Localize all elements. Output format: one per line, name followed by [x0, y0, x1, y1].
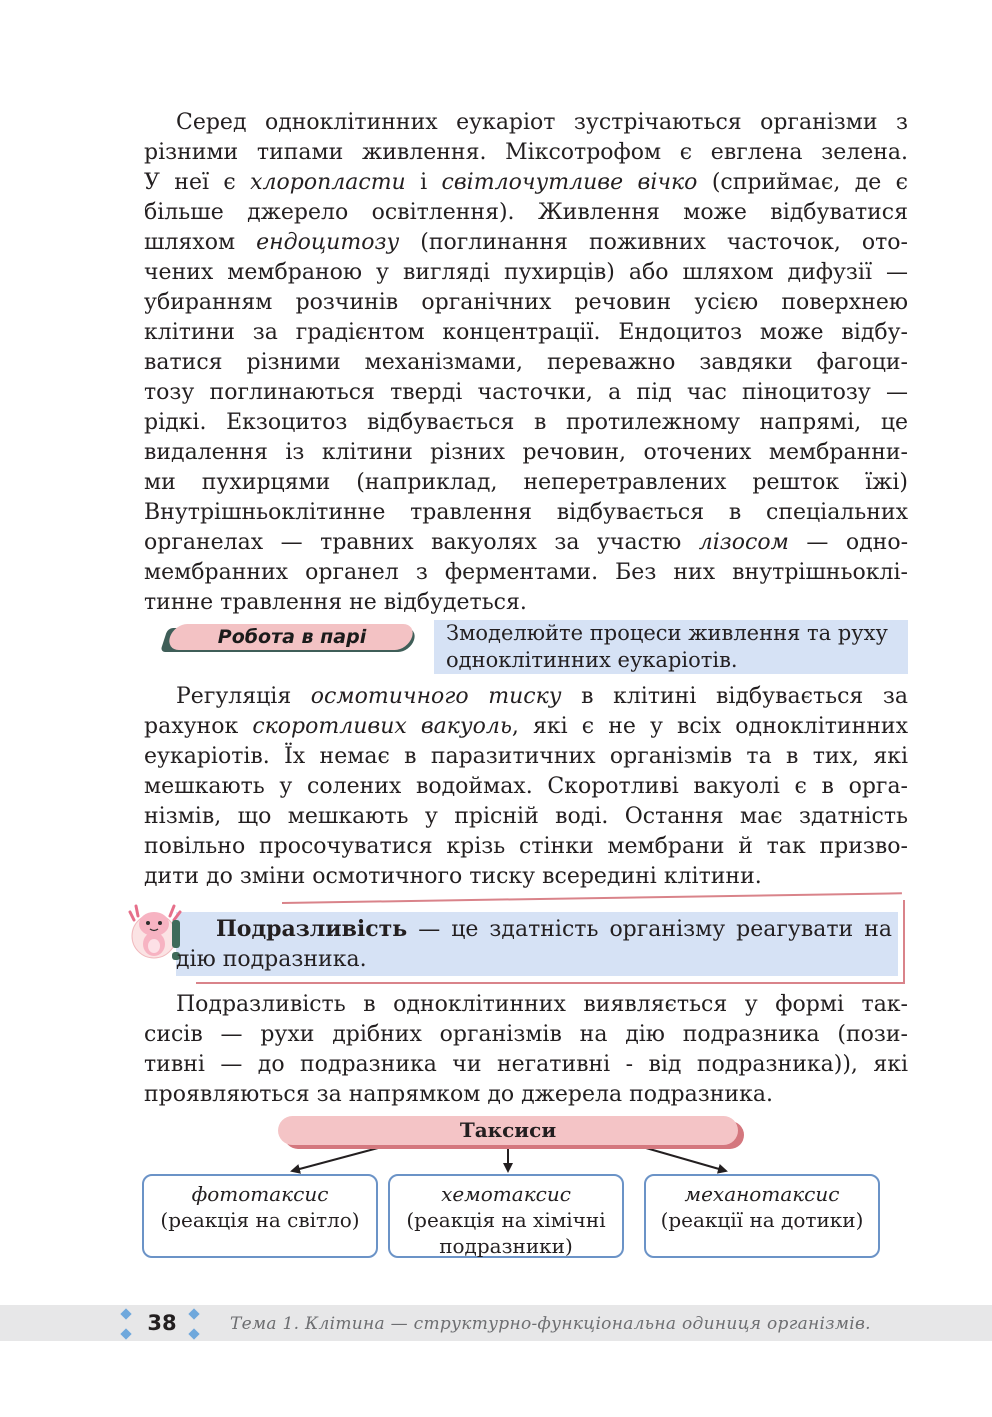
box-desc: (реакція на світло)	[160, 1208, 360, 1232]
text-line: тозу поглинаються тверді часточки, а під час піноцитозу —	[144, 380, 908, 405]
pair-work-label: Робота в парі	[217, 626, 367, 648]
italic-term: скоротливих вакуоль	[252, 714, 512, 739]
text-line: нізмів, що мешкають у прісній воді. Остання має здатність	[144, 804, 908, 829]
text-line: дити до зміни осмотичного тиску всередині клітини.	[144, 864, 762, 889]
paragraph-irritability	[144, 990, 908, 1110]
definition-rule-bottom	[196, 982, 904, 984]
text-line: проявляються за напрямком до джерела подразника.	[144, 1082, 773, 1107]
text-line: убиранням розчинів органічних речовин усією поверхнею	[144, 290, 908, 315]
italic-term: світлочутливе вічко	[441, 170, 698, 195]
text-line: Внутрішньоклітинне травлення відбувається в спеціальних	[144, 500, 908, 525]
italic-term: осмотичного тиску	[310, 684, 562, 709]
diagram-box-phototaxis	[142, 1174, 378, 1258]
text-line: різними типами живлення. Міксотрофом є евглена зелена.	[144, 140, 908, 165]
diagram-box-mechanotaxis	[644, 1174, 880, 1258]
box-term: хемотаксис	[441, 1182, 571, 1206]
text-line: Подразливість в одноклітинних виявляється у формі так-	[176, 992, 908, 1017]
paragraph-nutrition	[144, 108, 908, 618]
arrow-right	[646, 1148, 726, 1171]
text-line: еукаріотів. Їх немає в паразитичних організмів та в тих, які	[144, 744, 908, 769]
text-line: клітини за градієнтом концентрації. Ендоцитоз може відбу-	[144, 320, 908, 345]
pair-work-task	[434, 620, 908, 674]
definition-line-1	[176, 914, 892, 945]
text-line: рідкі. Екзоцитоз відбувається в протилежному напрямі, це	[144, 410, 908, 435]
text-line: чених мембраною у вигляді пухирців) або шляхом дифузії —	[144, 260, 908, 285]
text-line: видалення із клітини різних речовин, оточених мембранни-	[144, 440, 908, 465]
diagram-header	[278, 1116, 744, 1148]
pair-work-badge	[164, 622, 420, 654]
text-line: тинне травлення не відбудеться.	[144, 590, 527, 615]
italic-term: ендоцитозу	[256, 230, 400, 255]
italic-term: лізосом	[698, 530, 789, 555]
text-line: У неї є хлоропласти і світлочутливе вічко (сприймає, де є	[144, 170, 908, 195]
text-line: мембранних органел з ферментами. Без них внутрішньоклі-	[144, 560, 908, 585]
text-line: шляхом ендоцитозу (поглинання поживних часточок, ото-	[144, 230, 908, 255]
box-term: механотаксис	[684, 1182, 840, 1206]
text-line: повільно просочуватися крізь стінки мембрани й так призво-	[144, 834, 908, 859]
pair-task-line: Змоделюйте процеси живлення та руху	[446, 621, 888, 645]
definition-term: Подразливість	[216, 916, 408, 942]
running-title: Тема 1. Клітина — структурно-функціональна одиниця організмів.	[230, 1314, 871, 1334]
paragraph-osmotic	[144, 682, 908, 892]
box-term: фототаксис	[191, 1182, 329, 1206]
box-desc: (реакція на хімічні подразники)	[406, 1208, 606, 1258]
arrow-left	[292, 1148, 378, 1171]
page-number: 38	[147, 1311, 177, 1335]
text-line: органелах — травних вакуолях за участю лізосом — одно-	[144, 530, 909, 555]
text-line: Серед одноклітинних еукаріот зустрічаються організми з	[176, 110, 908, 135]
definition-text	[176, 914, 892, 975]
text-line: рахунок скоротливих вакуоль, які є не у всіх одноклітинних	[144, 714, 908, 739]
diagram-header-label: Таксиси	[459, 1118, 557, 1142]
diagram-box-chemotaxis	[388, 1174, 624, 1258]
pair-task-line: одноклітинних еукаріотів.	[446, 648, 738, 672]
text-line: тивні — до подразника чи негативні - від подразника)), які	[144, 1052, 908, 1077]
definition-rule-top	[282, 892, 902, 904]
italic-term: хлоропласти	[250, 170, 406, 195]
box-desc: (реакції на дотики)	[660, 1208, 864, 1232]
text-line: сисів — рухи дрібних організмів на дію подразника (пози-	[144, 1022, 908, 1047]
text-line: ми пухирцями (наприклад, неперетравлених решток їжі)	[144, 470, 908, 495]
text-line: більше джерело освітлення). Живлення може відбуватися	[144, 200, 908, 225]
definition-rest: — це здатність організму реагувати на	[407, 917, 892, 942]
text-line: ватися різними механізмами, переважно завдяки фагоци-	[144, 350, 908, 375]
definition-line-2: дію подразника.	[176, 947, 367, 972]
text-line: Регуляція осмотичного тиску в клітині відбувається за	[176, 684, 908, 709]
text-line: мешкають у солених водоймах. Скоротливі вакуолі є в орга-	[144, 774, 908, 799]
definition-rule-right	[903, 900, 905, 984]
